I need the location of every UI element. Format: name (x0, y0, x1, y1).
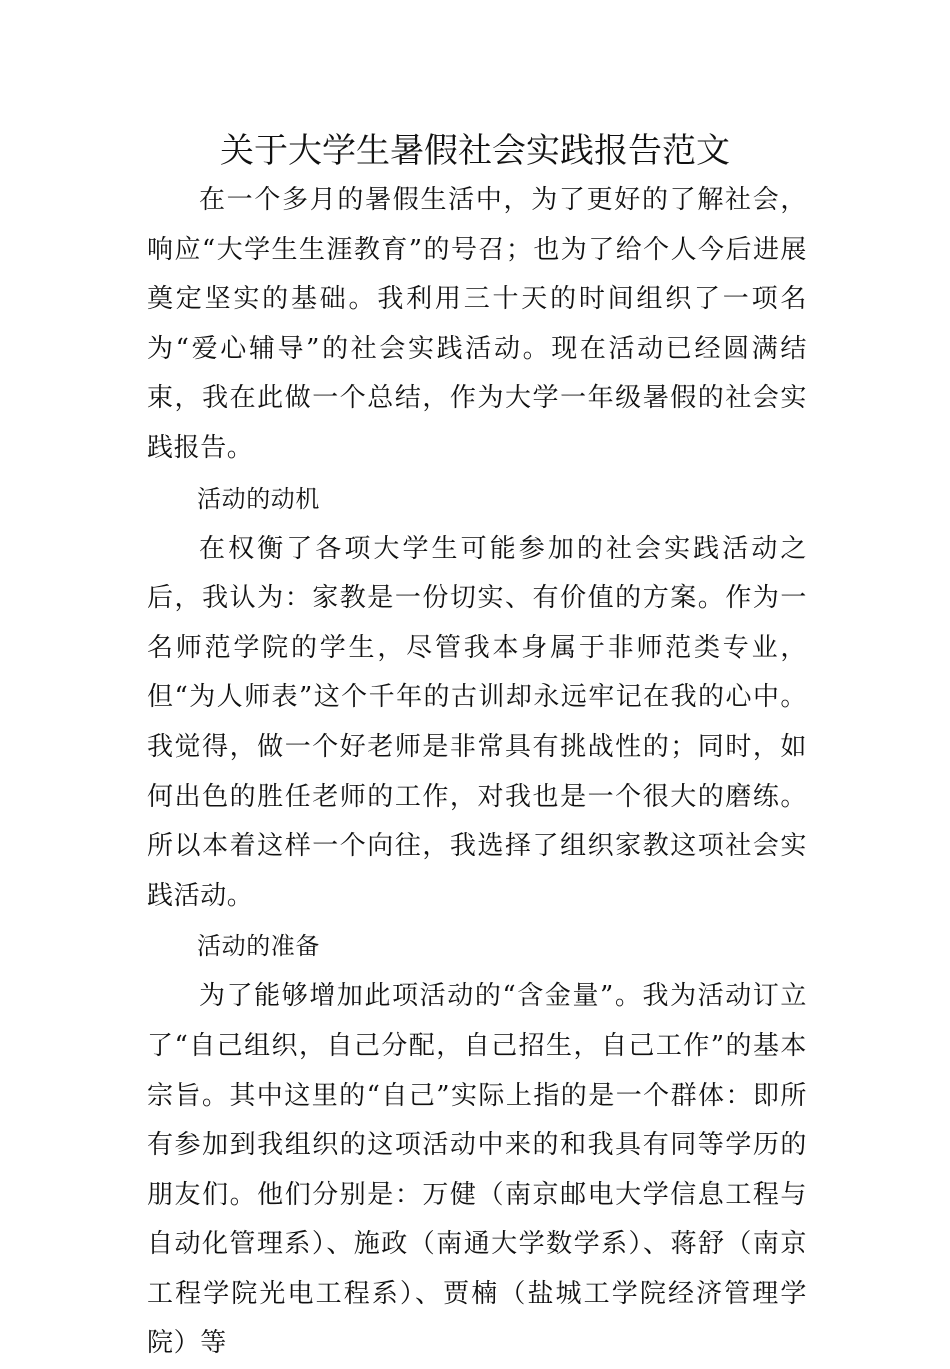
paragraph-motivation: 在权衡了各项大学生可能参加的社会实践活动之后，我认为：家教是一份切实、有价值的方案。作为一名师范学院的学生，尽管我本身属于非师范类专业，但“为人师表”这个千年的古训却永远牢记在我的心中。我觉得，做一个好老师是非常具有挑战性的；同时，如何出色的胜任老师的工作，对我也是一个很大的磨练。所以本着这样一个向往，我选择了组织家教这项社会实践活动。 (147, 533, 807, 911)
paragraph-preparation: 为了能够增加此项活动的“含金量”。我为活动订立了“自己组织，自己分配，自己招生，自己工作”的基本宗旨。其中这里的“自己”实际上指的是一个群体：即所有参加到我组织的这项活动中来的和我具有同等学历的朋友们。他们分别是：万健（南京邮电大学信息工程与自动化管理系）、施政（南通大学数学系）、蒋舒（南京工程学院光电工程系）、贾楠（盐城工学院经济管理学院）等 (147, 981, 807, 1359)
document-title: 关于大学生暑假社会实践报告范文 (220, 131, 730, 171)
document-body (147, 176, 807, 1369)
section-heading-motivation: 活动的动机 (197, 484, 320, 513)
paragraph-intro: 在一个多月的暑假生活中，为了更好的了解社会，响应“大学生生涯教育”的号召；也为了给个人今后进展奠定坚实的基础。我利用三十天的时间组织了一项名为“爱心辅导”的社会实践活动。现在活动已经圆满结束，我在此做一个总结，作为大学一年级暑假的社会实践报告。 (147, 185, 807, 463)
section-heading-preparation: 活动的准备 (197, 932, 320, 961)
